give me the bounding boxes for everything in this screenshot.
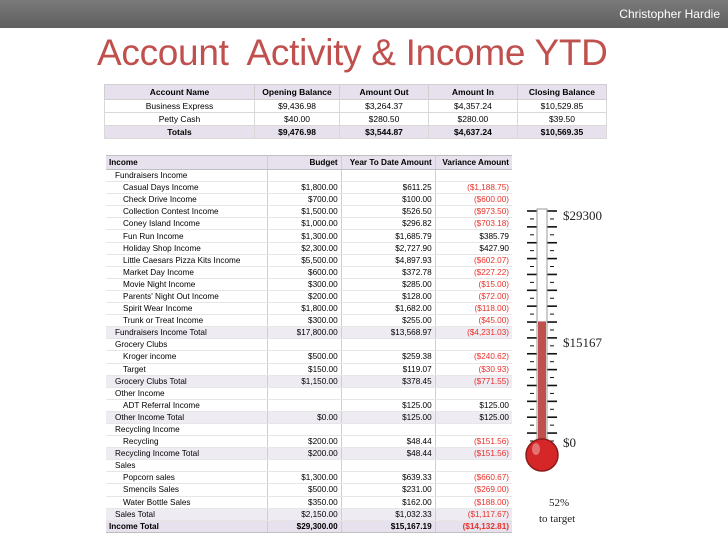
income-label: Parents' Night Out Income: [106, 290, 268, 302]
income-ytd: $128.00: [341, 290, 435, 302]
income-budget: [268, 460, 341, 472]
income-group-row: [106, 170, 512, 182]
income-budget: $0.00: [268, 411, 341, 423]
income-budget: $500.00: [268, 351, 341, 363]
income-label: Holiday Shop Income: [106, 242, 268, 254]
income-header-row: [106, 156, 512, 170]
closing-balance: $39.50: [517, 113, 606, 126]
income-ytd: [341, 423, 435, 435]
income-variance: [435, 423, 512, 435]
income-label: Casual Days Income: [106, 182, 268, 194]
income-ytd: $48.44: [341, 448, 435, 460]
account-name: Petty Cash: [105, 113, 255, 126]
income-item-row: [106, 484, 512, 496]
income-variance: ($1,188.75): [435, 182, 512, 194]
income-ytd: $48.44: [341, 436, 435, 448]
amount-in: $280.00: [428, 113, 517, 126]
income-item-row: [106, 206, 512, 218]
thermometer-fill: [538, 321, 546, 441]
income-ytd: $255.00: [341, 315, 435, 327]
income-variance: $385.79: [435, 230, 512, 242]
slide-title: Account Activity & Income YTD: [97, 32, 608, 73]
goal-label: $29300: [563, 208, 602, 223]
income-budget: $29,300.00: [268, 520, 341, 532]
col-ytd-amount: Year To Date Amount: [341, 156, 435, 170]
income-variance: ($72.00): [435, 290, 512, 302]
income-label: Target: [106, 363, 268, 375]
income-budget: $200.00: [268, 290, 341, 302]
target-caption: to target: [539, 513, 576, 525]
income-ytd: $639.33: [341, 472, 435, 484]
income-variance: $125.00: [435, 411, 512, 423]
opening-balance: $9,436.98: [254, 100, 339, 113]
income-budget: $5,500.00: [268, 254, 341, 266]
col-amount-out: Amount Out: [340, 85, 429, 100]
income-item-row: [106, 230, 512, 242]
top-bar: [0, 0, 728, 28]
income-variance: ($4,231.03): [435, 327, 512, 339]
income-item-row: [106, 242, 512, 254]
income-budget: [268, 399, 341, 411]
income-ytd: $1,682.00: [341, 303, 435, 315]
income-item-row: [106, 496, 512, 508]
income-item-row: [106, 290, 512, 302]
income-variance: ($1,117.67): [435, 508, 512, 520]
totals-out: $3,544.87: [340, 126, 429, 139]
col-variance: Variance Amount: [435, 156, 512, 170]
income-label: Fun Run Income: [106, 230, 268, 242]
income-variance: ($771.55): [435, 375, 512, 387]
income-item-row: [106, 266, 512, 278]
income-budget: [268, 387, 341, 399]
income-variance: [435, 460, 512, 472]
income-ytd: $259.38: [341, 351, 435, 363]
income-budget: $200.00: [268, 448, 341, 460]
income-variance: ($602.07): [435, 254, 512, 266]
income-item-row: [106, 194, 512, 206]
income-label: Grocery Clubs Total: [106, 375, 268, 387]
income-ytd: $296.82: [341, 218, 435, 230]
income-subtotal-row: [106, 327, 512, 339]
income-label: Spirit Wear Income: [106, 303, 268, 315]
totals-in: $4,637.24: [428, 126, 517, 139]
opening-balance: $40.00: [254, 113, 339, 126]
income-budget: $2,300.00: [268, 242, 341, 254]
income-budget: $300.00: [268, 315, 341, 327]
income-label: Grocery Clubs: [106, 339, 268, 351]
income-budget: $150.00: [268, 363, 341, 375]
income-label: Coney Island Income: [106, 218, 268, 230]
income-label: Movie Night Income: [106, 278, 268, 290]
income-variance: ($240.62): [435, 351, 512, 363]
income-ytd: $13,568.97: [341, 327, 435, 339]
income-label: Smencils Sales: [106, 484, 268, 496]
income-budget: $1,800.00: [268, 303, 341, 315]
income-item-row: [106, 472, 512, 484]
income-budget: $200.00: [268, 436, 341, 448]
totals-closing: $10,569.35: [517, 126, 606, 139]
income-label: Fundraisers Income: [106, 170, 268, 182]
income-variance: ($118.00): [435, 303, 512, 315]
zero-label: $0: [563, 435, 576, 450]
income-ytd: $1,685.79: [341, 230, 435, 242]
income-variance: [435, 339, 512, 351]
income-ytd: [341, 339, 435, 351]
income-label: Other Income: [106, 387, 268, 399]
income-budget: [268, 170, 341, 182]
income-label: Sales: [106, 460, 268, 472]
col-account-name: Account Name: [105, 85, 255, 100]
income-item-row: [106, 363, 512, 375]
income-group-row: [106, 387, 512, 399]
income-variance: ($600.00): [435, 194, 512, 206]
bulb-highlight: [532, 443, 540, 455]
income-item-row: [106, 278, 512, 290]
income-budget: $350.00: [268, 496, 341, 508]
income-variance: ($14,132.81): [435, 520, 512, 532]
income-label: Check Drive Income: [106, 194, 268, 206]
income-variance: ($45.00): [435, 315, 512, 327]
income-label: Recycling Income Total: [106, 448, 268, 460]
income-variance: [435, 387, 512, 399]
income-label: Recycling: [106, 436, 268, 448]
income-label: Recycling Income: [106, 423, 268, 435]
income-variance: ($30.93): [435, 363, 512, 375]
income-item-row: [106, 436, 512, 448]
income-budget: $1,000.00: [268, 218, 341, 230]
income-grand-total-row: [106, 520, 512, 532]
income-budget: $1,500.00: [268, 206, 341, 218]
income-label: Little Caesars Pizza Kits Income: [106, 254, 268, 266]
income-variance: $427.90: [435, 242, 512, 254]
income-table: [106, 155, 512, 533]
income-label: Other Income Total: [106, 411, 268, 423]
income-label: Collection Contest Income: [106, 206, 268, 218]
income-variance: ($269.00): [435, 484, 512, 496]
account-header-row: [105, 85, 607, 100]
col-amount-in: Amount In: [428, 85, 517, 100]
closing-balance: $10,529.85: [517, 100, 606, 113]
income-ytd: $125.00: [341, 399, 435, 411]
income-label: Kroger income: [106, 351, 268, 363]
account-row: [105, 113, 607, 126]
income-ytd: $100.00: [341, 194, 435, 206]
income-ytd: $15,167.19: [341, 520, 435, 532]
income-variance: ($151.56): [435, 436, 512, 448]
current-label: $15167: [563, 335, 602, 350]
amount-in: $4,357.24: [428, 100, 517, 113]
income-label: Market Day Income: [106, 266, 268, 278]
income-variance: ($15.00): [435, 278, 512, 290]
income-budget: $1,150.00: [268, 375, 341, 387]
income-ytd: $119.07: [341, 363, 435, 375]
account-name: Business Express: [105, 100, 255, 113]
amount-out: $280.50: [340, 113, 429, 126]
income-label: Water Bottle Sales: [106, 496, 268, 508]
income-ytd: $285.00: [341, 278, 435, 290]
income-ytd: $125.00: [341, 411, 435, 423]
income-subtotal-row: [106, 375, 512, 387]
income-group-row: [106, 339, 512, 351]
col-closing-balance: Closing Balance: [517, 85, 606, 100]
income-variance: $125.00: [435, 399, 512, 411]
income-label: Income Total: [106, 520, 268, 532]
income-ytd: $372.78: [341, 266, 435, 278]
income-group-row: [106, 460, 512, 472]
income-label: Trunk or Treat Income: [106, 315, 268, 327]
income-variance: ($151.56): [435, 448, 512, 460]
income-budget: $300.00: [268, 278, 341, 290]
income-item-row: [106, 351, 512, 363]
col-opening-balance: Opening Balance: [254, 85, 339, 100]
income-item-row: [106, 315, 512, 327]
totals-opening: $9,476.98: [254, 126, 339, 139]
author-name: Christopher Hardie: [619, 7, 720, 21]
income-budget: $500.00: [268, 484, 341, 496]
income-item-row: [106, 254, 512, 266]
income-variance: [435, 170, 512, 182]
income-label: ADT Referral Income: [106, 399, 268, 411]
col-budget: Budget: [268, 156, 341, 170]
income-budget: $2,150.00: [268, 508, 341, 520]
income-ytd: $611.25: [341, 182, 435, 194]
amount-out: $3,264.37: [340, 100, 429, 113]
income-variance: ($660.67): [435, 472, 512, 484]
income-subtotal-row: [106, 448, 512, 460]
account-totals-row: [105, 126, 607, 139]
income-item-row: [106, 182, 512, 194]
income-label: Fundraisers Income Total: [106, 327, 268, 339]
totals-label: Totals: [105, 126, 255, 139]
income-ytd: $4,897.93: [341, 254, 435, 266]
income-budget: $1,800.00: [268, 182, 341, 194]
income-budget: [268, 423, 341, 435]
col-income: Income: [106, 156, 268, 170]
income-variance: ($973.50): [435, 206, 512, 218]
income-ytd: $1,032.33: [341, 508, 435, 520]
income-label: Sales Total: [106, 508, 268, 520]
income-budget: $600.00: [268, 266, 341, 278]
income-budget: $17,800.00: [268, 327, 341, 339]
income-ytd: $2,727.90: [341, 242, 435, 254]
income-budget: $700.00: [268, 194, 341, 206]
income-variance: ($188.00): [435, 496, 512, 508]
income-variance: ($703.18): [435, 218, 512, 230]
income-item-row: [106, 303, 512, 315]
income-ytd: [341, 170, 435, 182]
account-row: [105, 100, 607, 113]
income-label: Popcorn sales: [106, 472, 268, 484]
income-budget: $1,300.00: [268, 472, 341, 484]
income-ytd: $378.45: [341, 375, 435, 387]
thermometer-graphic: [524, 205, 560, 485]
income-ytd: [341, 387, 435, 399]
income-ytd: $526.50: [341, 206, 435, 218]
income-item-row: [106, 399, 512, 411]
income-budget: [268, 339, 341, 351]
income-ytd: $231.00: [341, 484, 435, 496]
account-summary-table: [104, 84, 607, 139]
thermometer-bulb: [526, 439, 558, 471]
income-budget: $1,300.00: [268, 230, 341, 242]
income-subtotal-row: [106, 508, 512, 520]
income-variance: ($227.22): [435, 266, 512, 278]
income-item-row: [106, 218, 512, 230]
income-subtotal-row: [106, 411, 512, 423]
income-ytd: [341, 460, 435, 472]
income-group-row: [106, 423, 512, 435]
percent-label: 52%: [549, 497, 570, 509]
income-ytd: $162.00: [341, 496, 435, 508]
